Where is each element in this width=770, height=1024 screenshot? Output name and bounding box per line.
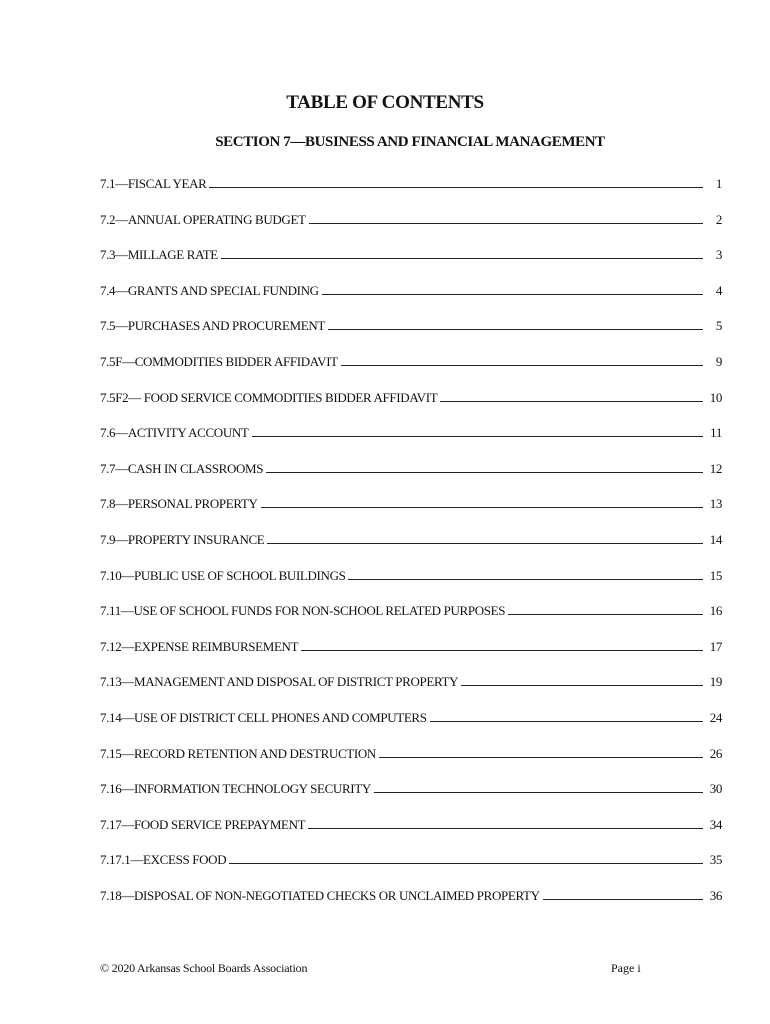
toc-entry-page: 17 [709, 638, 722, 654]
toc-leader-line [308, 819, 703, 829]
toc-entry-label: 7.17.1—EXCESS FOOD [100, 852, 227, 868]
toc-entry-page: 5 [715, 318, 722, 334]
toc-leader-line [461, 676, 703, 686]
toc-entry[interactable] [100, 603, 722, 639]
toc-entry[interactable] [100, 532, 722, 568]
toc-leader-line [309, 214, 703, 224]
toc-leader-line [348, 570, 703, 580]
toc-leader-line [301, 641, 703, 651]
toc-entry-label: 7.15—RECORD RETENTION AND DESTRUCTION [100, 745, 376, 761]
toc-leader-line [252, 427, 703, 437]
toc-entry-label: 7.1—FISCAL YEAR [100, 176, 207, 191]
toc-entry-page: 10 [709, 389, 722, 405]
toc-entry[interactable] [100, 212, 722, 248]
toc-entry[interactable] [100, 710, 722, 746]
toc-leader-line [328, 320, 703, 330]
toc-entry-page: 26 [709, 745, 722, 761]
toc-leader-line [229, 854, 703, 864]
toc-entry-page: 24 [709, 709, 722, 725]
toc-entry-page: 19 [709, 674, 722, 690]
toc-leader-line [221, 249, 703, 259]
toc-entry-label: 7.13—MANAGEMENT AND DISPOSAL OF DISTRICT PROPERTY [100, 674, 459, 690]
toc-entry[interactable] [100, 318, 722, 354]
toc-entry-label: 7.18—DISPOSAL OF NON-NEGOTIATED CHECKS OR UNCLAIMED PROPERTY [100, 887, 540, 903]
toc-entry[interactable] [100, 781, 722, 817]
toc-entry[interactable] [100, 817, 722, 853]
toc-leader-line [261, 498, 703, 508]
toc-entry-label: 7.8—PERSONAL PROPERTY [100, 496, 258, 512]
toc-leader-line [209, 178, 703, 188]
toc-entry-label: 7.14—USE OF DISTRICT CELL PHONES AND COMPUTERS [100, 709, 427, 725]
toc-list [100, 176, 722, 923]
toc-leader-line [266, 463, 703, 473]
document-title: TABLE OF CONTENTS [286, 92, 484, 113]
toc-entry-page: 12 [709, 460, 722, 476]
toc-entry-page: 9 [715, 353, 722, 369]
toc-leader-line [543, 890, 703, 900]
toc-entry[interactable] [100, 354, 722, 390]
toc-entry[interactable] [100, 461, 722, 497]
toc-entry-page: 13 [709, 496, 722, 512]
toc-entry[interactable] [100, 283, 722, 319]
toc-leader-line [508, 605, 703, 615]
toc-entry-label: 7.4—GRANTS AND SPECIAL FUNDING [100, 282, 319, 298]
toc-entry[interactable] [100, 639, 722, 675]
toc-entry-label: 7.17—FOOD SERVICE PREPAYMENT [100, 816, 306, 832]
toc-entry-label: 7.5F2— FOOD SERVICE COMMODITIES BIDDER AFFIDAVIT [100, 389, 438, 405]
toc-entry[interactable] [100, 888, 722, 924]
footer-page-number: Page i [611, 961, 641, 975]
toc-entry[interactable] [100, 674, 722, 710]
toc-entry[interactable] [100, 425, 722, 461]
toc-entry-label: 7.16—INFORMATION TECHNOLOGY SECURITY [100, 781, 371, 797]
toc-entry[interactable] [100, 390, 722, 426]
toc-entry-page: 3 [715, 247, 722, 263]
toc-entry[interactable] [100, 176, 722, 212]
toc-entry-page: 36 [709, 887, 722, 903]
toc-entry[interactable] [100, 568, 722, 604]
toc-entry-page: 34 [709, 816, 722, 832]
toc-entry-label: 7.11—USE OF SCHOOL FUNDS FOR NON-SCHOOL RELATED PURPOSES [100, 603, 506, 619]
toc-entry-page: 30 [709, 781, 722, 797]
toc-entry[interactable] [100, 852, 722, 888]
toc-entry-label: 7.12—EXPENSE REIMBURSEMENT [100, 638, 299, 654]
toc-leader-line [267, 534, 703, 544]
toc-entry-page: 14 [709, 531, 722, 547]
toc-leader-line [440, 392, 703, 402]
toc-entry-page: 35 [709, 852, 722, 868]
toc-entry-label: 7.2—ANNUAL OPERATING BUDGET [100, 211, 306, 227]
toc-entry-page: 11 [710, 425, 722, 441]
toc-leader-line [341, 356, 703, 366]
toc-entry[interactable] [100, 247, 722, 283]
toc-leader-line [322, 285, 703, 295]
section-heading: SECTION 7—BUSINESS AND FINANCIAL MANAGEMENT [215, 134, 605, 150]
toc-entry[interactable] [100, 746, 722, 782]
toc-entry-label: 7.9—PROPERTY INSURANCE [100, 531, 265, 547]
toc-entry-label: 7.5F—COMMODITIES BIDDER AFFIDAVIT [100, 353, 338, 369]
toc-entry-label: 7.3—MILLAGE RATE [100, 247, 218, 263]
toc-leader-line [374, 783, 703, 793]
toc-entry-page: 16 [709, 603, 722, 619]
toc-entry-label: 7.5—PURCHASES AND PROCUREMENT [100, 318, 325, 334]
toc-entry-page: 4 [715, 282, 722, 298]
toc-entry-label: 7.6—ACTIVITY ACCOUNT [100, 425, 249, 441]
footer-copyright: © 2020 Arkansas School Boards Association [100, 961, 308, 975]
toc-entry-page: 2 [715, 211, 722, 227]
toc-entry-page: 15 [709, 567, 722, 583]
toc-entry-label: 7.10—PUBLIC USE OF SCHOOL BUILDINGS [100, 567, 346, 583]
toc-leader-line [379, 748, 703, 758]
toc-entry-label: 7.7—CASH IN CLASSROOMS [100, 460, 264, 476]
toc-entry[interactable] [100, 496, 722, 532]
toc-leader-line [430, 712, 703, 722]
toc-entry-page: 1 [715, 176, 722, 191]
